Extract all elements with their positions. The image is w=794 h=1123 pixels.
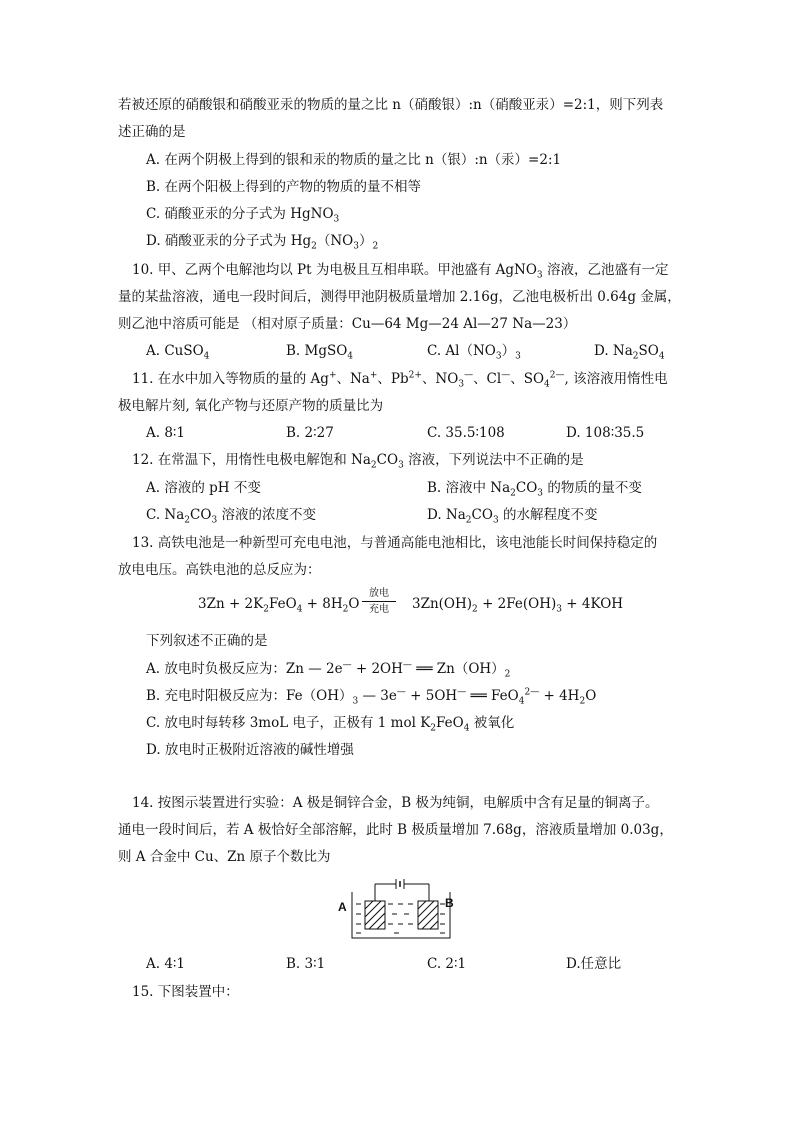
q9-stem-line2: 述正确的是 xyxy=(118,124,186,140)
arrow-label-charge: 充电 xyxy=(369,604,389,615)
q11-option-a: A. 8∶1 xyxy=(146,425,186,441)
q10-option-b: B. MgSO$_4$ xyxy=(286,343,354,362)
q11-stem-line2: 极电解片刻, 氧化产物与还原产物的质量比为 xyxy=(118,398,384,414)
q11-stem-line1: 11. 在水中加入等物质的量的 Ag+、Na+、$Pb^{2+}$、$NO_3^—$、Cl—、$SO_4^{2—}$, 该溶液用惰性电 xyxy=(132,370,668,390)
q14-option-a: A. 4∶1 xyxy=(146,956,186,972)
q13-option-d: D. 放电时正极附近溶液的碱性增强 xyxy=(146,742,354,758)
q14-stem-line3: 则 A 合金中 Cu、Zn 原子个数比为 xyxy=(118,849,331,865)
q12-option-c: C. $Na_2CO_3$ 溶液的浓度不变 xyxy=(146,507,316,526)
q13-reaction-arrow xyxy=(362,588,396,616)
q11-option-d: D. 108∶35.5 xyxy=(566,425,645,441)
q10-stem-line1: 10. 甲、乙两个电解池均以 Pt 为电极且互相串联。甲池盛有 AgNO$_3$ 溶液，乙池盛有一定 xyxy=(132,262,669,281)
q12-option-d: D. $Na_2CO_3$ 的水解程度不变 xyxy=(427,507,598,526)
q11-option-c: C. 35.5∶108 xyxy=(427,425,505,441)
q13-option-a: A. 放电时负极反应为：Zn — 2e— + 2OH— ══ $Zn(OH)_2$ xyxy=(146,660,511,680)
q14-option-d: D.任意比 xyxy=(566,956,622,972)
q13-stem-line1: 13. 高铁电池是一种新型可充电电池，与普通高能电池相比，该电池能长时间保持稳定的 xyxy=(132,535,658,551)
arrow-label-discharge: 放电 xyxy=(369,588,389,599)
q13-option-c: C. 放电时每转移 3moL 电子，正极有 1 mol $K_2FeO_4$ 被氧化 xyxy=(146,715,515,734)
electrode-a xyxy=(365,901,385,929)
q13-stem-line2: 放电电压。高铁电池的总反应为： xyxy=(118,562,321,578)
q13-option-b: B. 充电时阳极反应为：$Fe(OH)_3$ — 3e— + 5OH— ══ $FeO_4^{2—} + 4H_2O$ xyxy=(146,687,597,707)
q9-option-c: C. 硝酸亚汞的分子式为 HgNO$_3$ xyxy=(146,206,340,225)
electrode-label-b: B xyxy=(445,896,454,910)
q14-stem-line1: 14. 按图示装置进行实验：A 极是铜锌合金，B 极为纯铜，电解质中含有足量的铜离子。 xyxy=(132,795,659,811)
q10-option-d: D. $Na_2SO_4$ xyxy=(594,343,665,362)
electrode-b xyxy=(418,901,438,929)
q9-stem-line1: 若被还原的硝酸银和硝酸亚汞的物质的量之比 n（硝酸银）:n（硝酸亚汞）=2:1，则下列表 xyxy=(118,97,664,113)
q10-stem-line2: 量的某盐溶液，通电一段时间后，测得甲池阴极质量增加 2.16g，乙池电极析出 0.64g 金属， xyxy=(118,289,681,305)
q11-option-b: B. 2∶27 xyxy=(286,425,334,441)
q10-option-a: A. CuSO$_4$ xyxy=(146,343,210,362)
q12-option-b: B. 溶液中 $Na_2CO_3$ 的物质的量不变 xyxy=(427,480,642,499)
q9-option-a: A. 在两个阴极上得到的银和汞的物质的量之比 n（银）:n（汞）=2:1 xyxy=(146,152,562,168)
q10-option-c: C. $Al(NO_3)_3$ xyxy=(427,343,521,362)
electrode-label-a: A xyxy=(338,900,347,914)
q13-equation-left: $3Zn + 2K_2FeO_4 + 8H_2O$ xyxy=(198,596,360,615)
q13-equation-right: $3Zn(OH)_2 + 2Fe(OH)_3 + 4KOH$ xyxy=(412,596,624,615)
q9-option-d: D. 硝酸亚汞的分子式为 $Hg_2(NO_3)_2$ xyxy=(146,233,379,252)
q9-option-b: B. 在两个阳极上得到的产物的物质的量不相等 xyxy=(146,179,422,195)
q13-prompt: 下列叙述不正确的是 xyxy=(146,633,268,649)
q12-option-a: A. 溶液的 pH 不变 xyxy=(146,480,261,496)
q14-option-c: C. 2∶1 xyxy=(427,956,467,972)
q15-stem: 15. 下图装置中： xyxy=(132,984,239,1000)
q10-stem-line3: 则乙池中溶质可能是 （相对原子质量：Cu—64 Mg—24 Al—27 Na—23） xyxy=(118,316,577,332)
q14-stem-line2: 通电一段时间后，若 A 极恰好全部溶解，此时 B 极质量增加 7.68g，溶液质量增加 0.03g， xyxy=(118,822,673,838)
q12-stem: 12. 在常温下，用惰性电极电解饱和 $Na_2CO_3$ 溶液，下列说法中不正确的是 xyxy=(132,452,584,471)
q14-option-b: B. 3∶1 xyxy=(286,956,326,972)
equilibrium-bar xyxy=(362,601,396,602)
